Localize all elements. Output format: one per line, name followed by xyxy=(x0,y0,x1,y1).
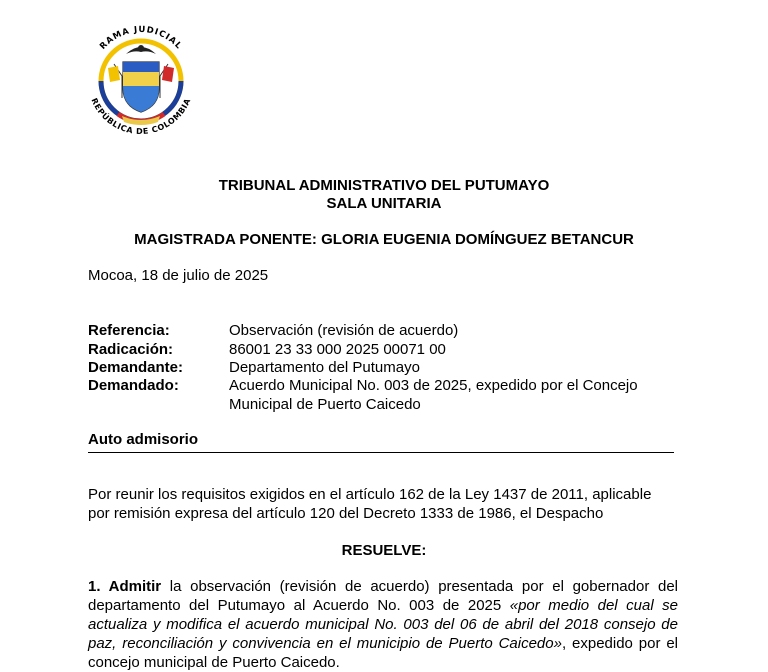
title-underline xyxy=(88,452,674,453)
court-name: TRIBUNAL ADMINISTRATIVO DEL PUTUMAYO xyxy=(218,177,550,194)
intro-line-2: por remisión expresa del artículo 120 del Decreto 1333 de 1986, el Despacho xyxy=(88,505,604,522)
radicacion-label: Radicación: xyxy=(88,341,174,358)
demandado-value-continued: Municipal de Puerto Caicedo xyxy=(229,396,421,413)
colombia-coat-of-arms-icon xyxy=(78,18,204,144)
auto-admisorio-title: Auto admisorio xyxy=(88,431,199,448)
resuelve-heading: RESUELVE: xyxy=(341,542,427,559)
demandante-value: Departamento del Putumayo xyxy=(229,359,420,376)
reference-label: Referencia: xyxy=(88,322,170,339)
item-number: 1. Admitir xyxy=(88,578,162,595)
magistrate-line: MAGISTRADA PONENTE: GLORIA EUGENIA DOMÍNGUEZ BETANCUR xyxy=(134,231,634,248)
reference-value: Observación (revisión de acuerdo) xyxy=(229,322,459,339)
demandado-value: Acuerdo Municipal No. 003 de 2025, expedido por el Concejo xyxy=(229,377,638,394)
item-text-2: , expedido por el concejo municipal de Puerto Caicedo. xyxy=(88,635,679,671)
intro-paragraph xyxy=(88,485,678,523)
demandado-label: Demandado: xyxy=(88,377,179,394)
item-text-1: la observación (revisión de acuerdo) presentada por el gobernador del departamento del Putumayo al Acuerdo No. 003 de 2025 xyxy=(88,578,678,614)
radicacion-value: 86001 23 33 000 2025 00071 00 xyxy=(229,341,446,358)
document-date: Mocoa, 18 de julio de 2025 xyxy=(88,267,269,284)
demandante-label: Demandante: xyxy=(88,359,184,376)
chamber-name: SALA UNITARIA xyxy=(326,195,442,212)
svg-text:RAMA JUDICIAL: RAMA JUDICIAL xyxy=(98,24,184,52)
rama-judicial-seal xyxy=(78,18,204,144)
item-italic-quote: «por medio del cual se actualiza y modifica el acuerdo municipal No. 003 del 06 de abril del 2018 consejo de paz, reconciliación y convivencia en el municipio de Puerto Caicedo» xyxy=(88,597,678,652)
resolution-item-1 xyxy=(88,577,678,672)
svg-text:REPÚBLICA DE COLOMBIA: REPÚBLICA DE COLOMBIA xyxy=(89,96,193,137)
intro-line-1: Por reunir los requisitos exigidos en el artículo 162 de la Ley 1437 de 2011, aplicable xyxy=(88,486,652,503)
